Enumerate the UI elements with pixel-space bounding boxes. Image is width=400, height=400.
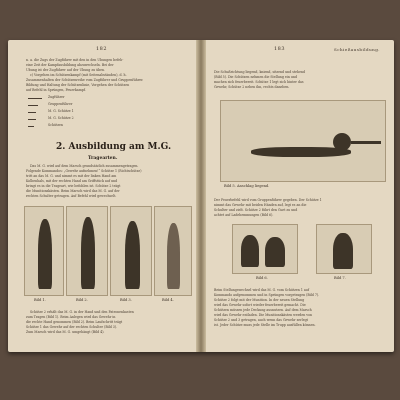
text-line: die rechte Hand genommen (Bild 2). Beim Laufschritt trägt <box>26 320 123 324</box>
legend-label: Schützen <box>48 123 63 127</box>
text-line: Schütze 1 das Gewehr auf der rechten Schulter (Bild 3). <box>26 325 118 329</box>
right-page <box>204 40 394 352</box>
section-heading: 2. Ausbildung am M.G. <box>56 142 172 152</box>
text-line: n. a. die Zugs der Zugführer mit den in den Übungen befeh- <box>26 58 124 62</box>
photo-bild-3 <box>110 206 152 296</box>
legend-symbol <box>28 119 36 120</box>
text-line: Beim Stellungswechsel wird das M. G. vom Schützen 1 auf <box>214 288 310 292</box>
soldier-figure <box>125 221 140 289</box>
soldier-head <box>333 133 351 151</box>
photo-bild-4 <box>154 206 192 296</box>
soldier-figure <box>38 219 52 289</box>
legend-label: Zugführer <box>48 95 65 99</box>
text-line: (Bild 5). Die Schützen nehmen die Stellung ein und <box>214 75 298 79</box>
right-page-number: 183 <box>274 46 286 52</box>
text-line: Schütze 2 und 3 getragen, auch wenn das Gewehr zerlegt <box>214 318 308 322</box>
left-page-number: 182 <box>96 46 108 52</box>
text-line: Schützen müssen jede Deckung ausnutzen. Auf dem Marsch <box>214 308 312 312</box>
book-spread <box>8 40 394 352</box>
legend-label: Gruppenführer <box>48 102 73 106</box>
photo-bild-2 <box>66 206 108 296</box>
caption-bild-3: Bild 3. <box>120 298 132 302</box>
text-line: Gewehr, Schütze 2 neben ihn, rechts daneben. <box>214 85 290 89</box>
text-line: ist. Jeder Schütze muss jede Stelle im Trupp ausfüllen können. <box>214 323 316 327</box>
machine-gun <box>351 141 381 144</box>
text-line: die Munitionskästen. Beim Marsch wird das M. G. auf der <box>26 189 120 193</box>
subheading: Tragearten. <box>88 156 118 161</box>
photo-bild-7 <box>316 224 372 274</box>
text-line: c) Vorgehen im Schützenkampf (mit Seitenabständen), d. h. <box>30 73 127 77</box>
caption-bild-1: Bild 1. <box>34 298 46 302</box>
text-line: achtet auf Ladehemmungen (Bild 6). <box>214 213 274 217</box>
text-line: wird das Gewehr sofort wieder feuerbereit gemacht. Die <box>214 303 306 307</box>
text-line: Schütze 2 erhält das M. G. in der Hand und den Patronenkasten <box>30 310 134 314</box>
legend-symbol <box>28 98 42 99</box>
caption-bild-5: Bild 5. Anschlag liegend. <box>224 184 270 188</box>
text-line: zum Tragen (Bild 1). Beim Anlegen wird das Gewehr in <box>26 315 116 319</box>
text-line: eine Zeit der Kampfausbildung abzuwechseln. Bei der <box>26 63 114 67</box>
photo-bild-6 <box>232 224 298 274</box>
text-line: wird das Gewehr entladen. Die Munitionskästen werden von <box>214 313 313 317</box>
text-line: Schütze 2 folgt mit der Munition. In der neuen Stellung <box>214 298 305 302</box>
text-line: tritt an das M. G. und nimmt es mit der linken Hand am <box>26 174 117 178</box>
text-line: Schulter und zielt. Schütze 2 führt den Gurt zu und <box>214 208 298 212</box>
caption-bild-6: Bild 6. <box>256 276 268 280</box>
text-line: Zusammenhalten der Schützenreihe vom Zugführer und Gruppenführer. <box>26 78 144 82</box>
text-line: machen sich feuerbereit. Schütze 1 legt sich hinter das <box>214 80 304 84</box>
text-line: Kolbenhals, mit der rechten Hand am Griffstück auf und <box>26 179 118 183</box>
legend-label: M. G. Schütze 2 <box>48 116 74 120</box>
caption-bild-2: Bild 2. <box>76 298 88 302</box>
text-line: Folgende Kommandos: „Gewehr aufnehmen!“ Schütze 1 (Richtschütze) <box>26 169 142 173</box>
soldier-figure <box>333 233 353 269</box>
soldier-figure <box>167 223 180 289</box>
legend-label: M. G. Schütze 1 <box>48 109 74 113</box>
photo-bild-5 <box>220 100 386 182</box>
text-line: bringt es in die Trageart, wie befohlen ist. Schütze 2 trägt <box>26 184 121 188</box>
text-line: Kommando aufgenommen und in Sprüngen vorgetragen (Bild 7). <box>214 293 320 297</box>
photo-bild-1 <box>24 206 64 296</box>
caption-bild-7: Bild 7. <box>334 276 346 280</box>
legend-symbol <box>28 112 36 113</box>
text-line: auf Befehl in Sprüngen, Feuerkampf. <box>26 88 86 92</box>
legend-symbol <box>28 105 38 106</box>
soldier-figure <box>81 217 95 289</box>
text-line: rechten Schulter getragen. Auf Befehl wird gewechselt. <box>26 194 117 198</box>
soldier-figure <box>265 237 285 267</box>
left-page <box>8 40 198 352</box>
text-line: Die Schußrichtung liegend, kniend, sitzend und stehend <box>214 70 306 74</box>
soldier-figure <box>241 235 259 267</box>
text-line: Übung ist der Zugführer auf der Übung zu üben. <box>26 68 106 72</box>
caption-bild-4: Bild 4. <box>162 298 174 302</box>
text-line: Das M. G. wird auf dem Marsch grundsätzlich zusammengetragen. <box>30 164 139 168</box>
text-line: Zum Marsch wird das M. G. umgehängt (Bild 4). <box>26 330 105 334</box>
running-title: Schießausbildung. <box>334 47 381 52</box>
legend-symbol <box>28 126 34 127</box>
text-line: nimmt das Gewehr mit beiden Händen auf, legt es an die <box>214 203 307 207</box>
text-line: Der Feuerbefehl wird vom Gruppenführer gegeben. Der Schütze 1 <box>214 198 322 202</box>
text-line: Bildung und Haltung der Schützenlinie, Vorgehen der Schützen <box>26 83 130 87</box>
